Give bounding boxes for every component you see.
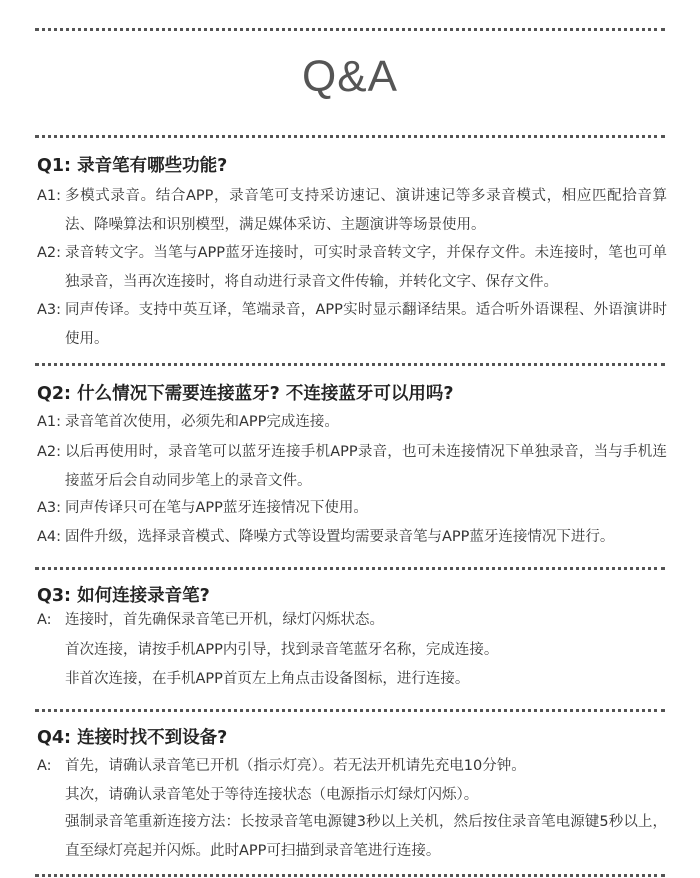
q1-answer-2	[37, 239, 667, 297]
question-3: Q3: 如何连接录音笔?	[37, 586, 210, 606]
dotted-divider	[35, 709, 665, 712]
q4-answer-line-1	[37, 752, 667, 781]
q2-answer-3	[37, 494, 667, 523]
answer-text: 录音转文字。当笔与APP蓝牙连接时，可实时录音转文字，并保存文件。未连接时，笔也可单独录音，当再次连接时，将自动进行录音文件传输，并转化文字、保存文件。	[65, 245, 667, 290]
answer-text: 首次连接，请按手机APP内引导，找到录音笔蓝牙名称，完成连接。	[65, 642, 499, 658]
q3-answer-line-3	[65, 665, 667, 694]
dotted-divider	[35, 363, 665, 366]
q2-answer-1	[37, 408, 667, 437]
answer-tag: A1:	[37, 188, 62, 204]
question-1: Q1: 录音笔有哪些功能?	[37, 156, 228, 176]
answer-tag: A1:	[37, 414, 62, 430]
q3-answer-line-1	[37, 606, 667, 635]
answer-text: 强制录音笔重新连接方法：长按录音笔电源键3秒以上关机，然后按住录音笔电源键5秒以上，直至绿灯亮起并闪烁。此时APP可扫描到录音笔进行连接。	[65, 814, 667, 859]
dotted-divider	[35, 28, 665, 31]
dotted-divider	[35, 135, 665, 138]
answer-tag: A:	[37, 758, 52, 774]
answer-text: 其次，请确认录音笔处于等待连接状态（电源指示灯绿灯闪烁）。	[65, 787, 479, 803]
question-4: Q4: 连接时找不到设备?	[37, 728, 228, 748]
answer-text: 连接时，首先确保录音笔已开机，绿灯闪烁状态。	[65, 612, 384, 628]
answer-text: 固件升级，选择录音模式、降噪方式等设置均需要录音笔与APP蓝牙连接情况下进行。	[65, 529, 615, 545]
answer-text: 多模式录音。结合APP，录音笔可支持采访速记、演讲速记等多录音模式，相应匹配拾音算法、降噪算法和识别模型，满足媒体采访、主题演讲等场景使用。	[65, 188, 667, 233]
page-title: Q&A	[302, 52, 398, 101]
q1-answer-3	[37, 296, 667, 354]
answer-tag: A3:	[37, 500, 62, 516]
dotted-divider	[35, 567, 665, 570]
answer-tag: A2:	[37, 245, 62, 261]
answer-text: 同声传译只可在笔与APP蓝牙连接情况下使用。	[65, 500, 368, 516]
q2-answer-4	[37, 523, 667, 552]
answer-tag: A3:	[37, 302, 62, 318]
question-2: Q2: 什么情况下需要连接蓝牙? 不连接蓝牙可以用吗?	[37, 384, 454, 404]
q4-answer-line-2	[65, 781, 667, 810]
answer-tag: A:	[37, 612, 52, 628]
q1-answer-1	[37, 182, 667, 240]
q3-answer-line-2	[65, 636, 667, 665]
answer-tag: A2:	[37, 444, 62, 460]
answer-text: 录音笔首次使用，必须先和APP完成连接。	[65, 414, 339, 430]
q4-answer-line-3	[65, 808, 667, 866]
answer-text: 以后再使用时，录音笔可以蓝牙连接手机APP录音，也可未连接情况下单独录音，当与手机连接蓝牙后会自动同步笔上的录音文件。	[65, 444, 667, 489]
dotted-divider	[35, 874, 665, 877]
answer-tag: A4:	[37, 529, 62, 545]
answer-text: 同声传译。支持中英互译，笔端录音，APP实时显示翻译结果。适合听外语课程、外语演讲时使用。	[65, 302, 667, 347]
q2-answer-2	[37, 438, 667, 496]
answer-text: 非首次连接，在手机APP首页左上角点击设备图标，进行连接。	[65, 671, 470, 687]
answer-text: 首先，请确认录音笔已开机（指示灯亮）。若无法开机请先充电10分钟。	[65, 758, 526, 774]
